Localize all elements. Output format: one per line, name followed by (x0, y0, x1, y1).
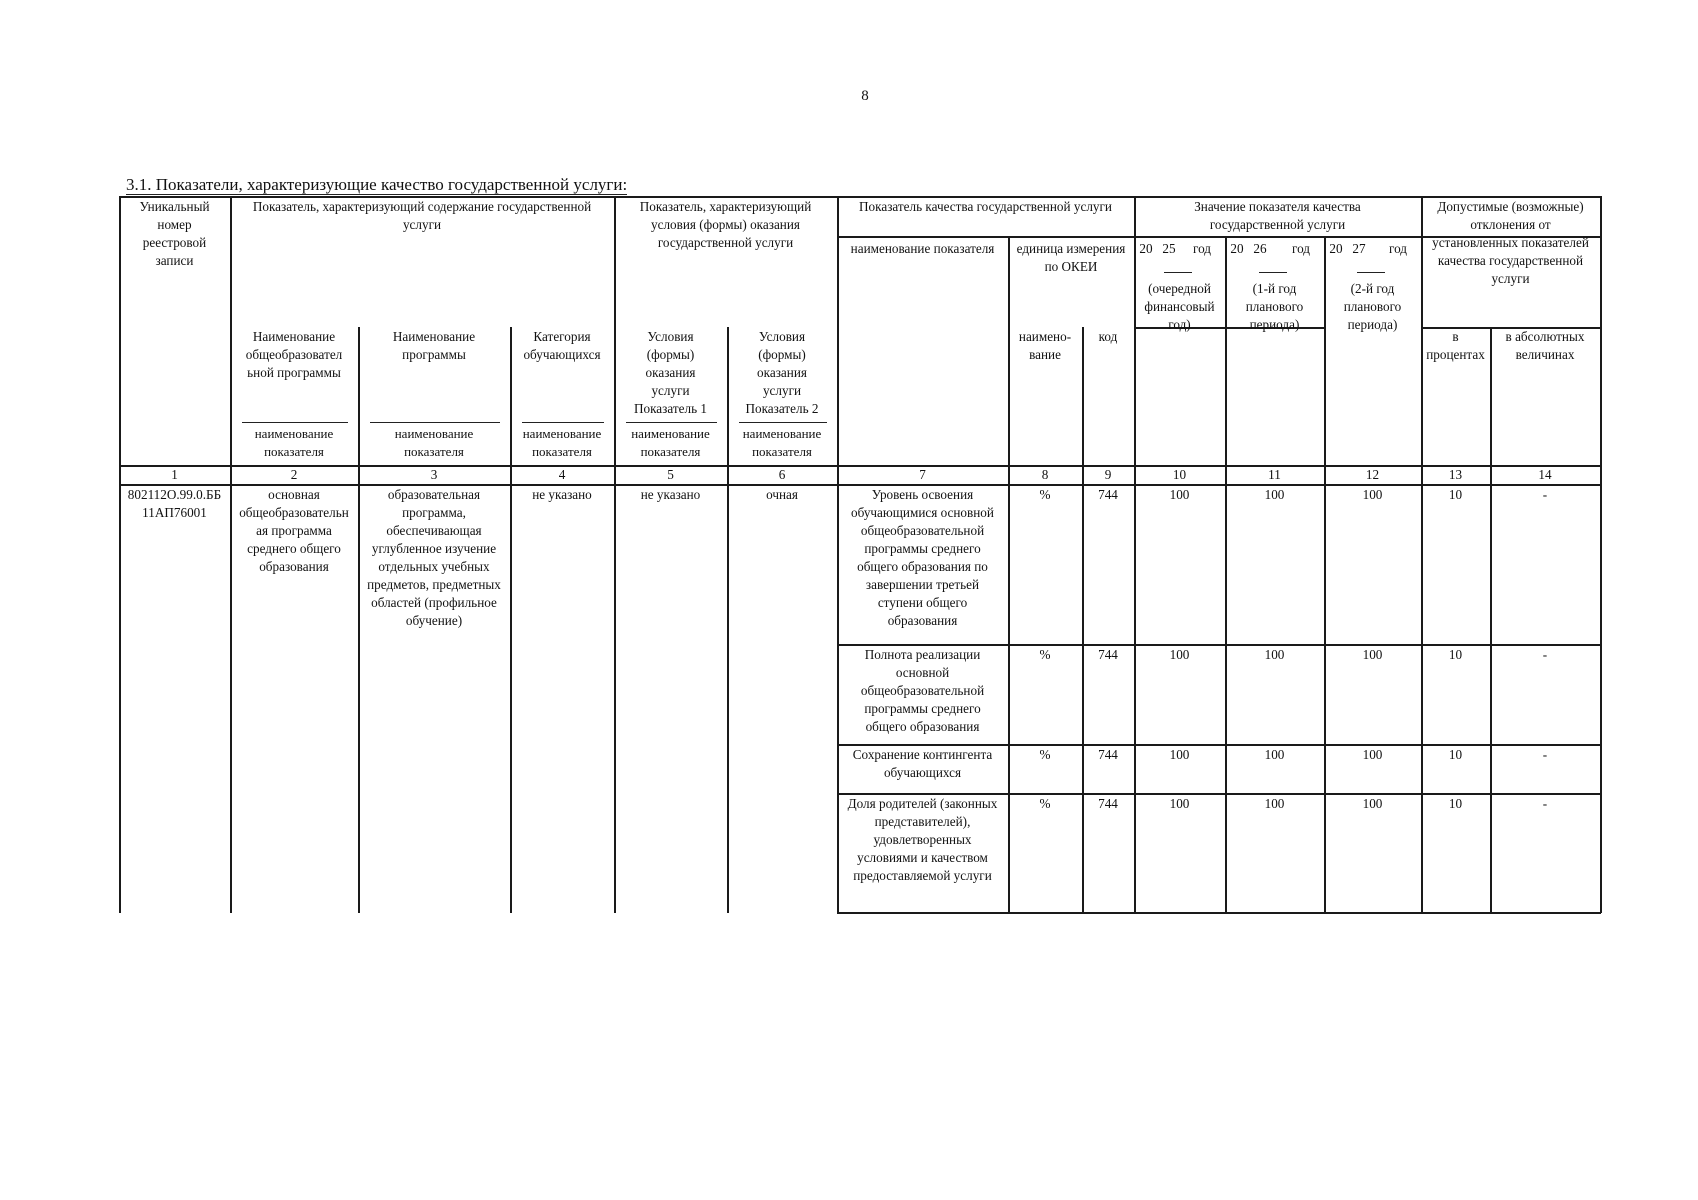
year2-suffix: год (1291, 241, 1310, 256)
indicator-code: 744 (1098, 487, 1118, 502)
column-number: 10 (1172, 467, 1187, 482)
header-sub-name: наименование показателя (394, 426, 474, 459)
entry-category: не указано (532, 487, 592, 502)
year1-suffix: год (1192, 241, 1211, 256)
header-sub-name: наименование показателя (254, 426, 334, 459)
header-deviation-percent: в процентах (1426, 329, 1485, 362)
indicator-name: Доля родителей (законных представителей), удовлетворенных условиями и качеством предоставляемой услуги (847, 796, 998, 883)
header-condition-1: Условия (формы) оказания услуги Показатель 1 (633, 329, 707, 416)
indicator-value-year1: 100 (1169, 747, 1190, 762)
indicator-value-year1: 100 (1169, 647, 1190, 662)
header-conditions-group: Показатель, характеризующий условия (формы) оказания государственной услуги (639, 199, 812, 250)
year3-value: 27 (1352, 241, 1366, 256)
indicator-value-year1: 100 (1169, 796, 1190, 811)
entry-condition-2: очная (766, 487, 798, 502)
indicator-unit: % (1039, 647, 1051, 662)
page-number: 8 (861, 88, 869, 104)
header-indicator-name: наименование показателя (850, 241, 995, 256)
header-unit-code: код (1098, 329, 1118, 344)
column-number: 2 (290, 467, 298, 482)
column-number: 11 (1268, 467, 1281, 482)
header-unique-number: Уникальный номер реестровой записи (139, 199, 210, 268)
header-sub-name: наименование показателя (631, 426, 710, 459)
indicator-value-year3: 100 (1362, 487, 1383, 502)
column-number: 13 (1448, 467, 1463, 482)
indicator-code: 744 (1098, 796, 1118, 811)
column-number: 4 (558, 467, 566, 482)
indicator-value-year3: 100 (1362, 747, 1383, 762)
indicator-name: Уровень освоения обучающимися основной общеобразовательной программы среднего общего образования по завершении третьей ступени общего образования (851, 487, 994, 628)
header-unit-name: наимено- вание (1018, 329, 1072, 362)
year2-value: 26 (1253, 241, 1267, 256)
year3-prefix: 20 (1329, 241, 1343, 256)
header-unit-okei: единица измерения по ОКЕИ (1016, 241, 1126, 274)
indicator-code: 744 (1098, 647, 1118, 662)
header-content-group: Показатель, характеризующий содержание государственной услуги (252, 199, 592, 232)
column-number: 5 (667, 467, 674, 482)
header-deviation-group: Допустимые (возможные) отклонения от установленных показателей качества государственной услуги (1432, 199, 1589, 286)
year3-suffix: год (1388, 241, 1407, 256)
column-number: 9 (1104, 467, 1112, 482)
header-sub-name: наименование показателя (742, 426, 822, 459)
column-number: 7 (919, 467, 926, 482)
indicator-deviation-absolute: - (1542, 796, 1548, 811)
header-values-group: Значение показателя качества государственной услуги (1194, 199, 1361, 232)
header-program-name: Наименование общеобразовател ьной программы (245, 329, 343, 380)
entry-condition-1: не указано (640, 487, 701, 502)
column-number: 3 (430, 467, 438, 482)
year2-prefix: 20 (1230, 241, 1244, 256)
header-program: Наименование программы (392, 329, 476, 362)
indicator-deviation-absolute: - (1542, 487, 1548, 502)
header-condition-2: Условия (формы) оказания услуги Показатель 2 (745, 329, 819, 416)
year1-note: (очередной финансовый год) (1144, 281, 1215, 332)
header-quality-group: Показатель качества государственной услуги (859, 199, 1112, 214)
header-deviation-absolute: в абсолютных величинах (1505, 329, 1585, 362)
indicator-value-year2: 100 (1264, 647, 1285, 662)
indicator-value-year3: 100 (1362, 796, 1383, 811)
indicator-value-year1: 100 (1169, 487, 1190, 502)
header-sub-name: наименование показателя (522, 426, 602, 459)
entry-registry-number: 802112О.99.0.ББ 11АП76001 (127, 487, 222, 520)
column-number: 8 (1041, 467, 1049, 482)
header-category: Категория обучающихся (523, 329, 601, 362)
indicator-unit: % (1039, 487, 1051, 502)
indicator-name: Сохранение контингента обучающихся (852, 747, 993, 780)
indicator-value-year2: 100 (1264, 747, 1285, 762)
indicator-deviation-percent: 10 (1448, 796, 1463, 811)
section-title: 3.1. Показатели, характеризующие качество государственной услуги: (126, 175, 628, 194)
year2-note: (1-й год планового периода) (1245, 281, 1304, 332)
indicator-unit: % (1039, 747, 1051, 762)
entry-program: образовательная программа, обеспечивающая углубленное изучение отдельных учебных предметов, предметных областей (профильное обучение) (367, 487, 501, 628)
column-number: 6 (778, 467, 786, 482)
indicator-deviation-absolute: - (1542, 747, 1548, 762)
column-number: 14 (1538, 467, 1552, 482)
indicator-value-year2: 100 (1264, 487, 1285, 502)
indicator-deviation-percent: 10 (1448, 487, 1463, 502)
year1-prefix: 20 (1139, 241, 1153, 256)
indicator-unit: % (1039, 796, 1051, 811)
indicator-deviation-absolute: - (1542, 647, 1548, 662)
indicator-deviation-percent: 10 (1448, 647, 1463, 662)
entry-program-name: основная общеобразовательн ая программа среднего общего образования (239, 487, 349, 574)
indicator-value-year3: 100 (1362, 647, 1383, 662)
column-number: 12 (1365, 467, 1380, 482)
year1-value: 25 (1162, 241, 1176, 256)
indicator-value-year2: 100 (1264, 796, 1285, 811)
indicator-name: Полнота реализации основной общеобразовательной программы среднего общего образования (860, 647, 985, 734)
indicator-deviation-percent: 10 (1448, 747, 1463, 762)
year3-note: (2-й год планового периода) (1343, 281, 1402, 332)
indicator-code: 744 (1098, 747, 1118, 762)
column-number: 1 (171, 467, 178, 482)
